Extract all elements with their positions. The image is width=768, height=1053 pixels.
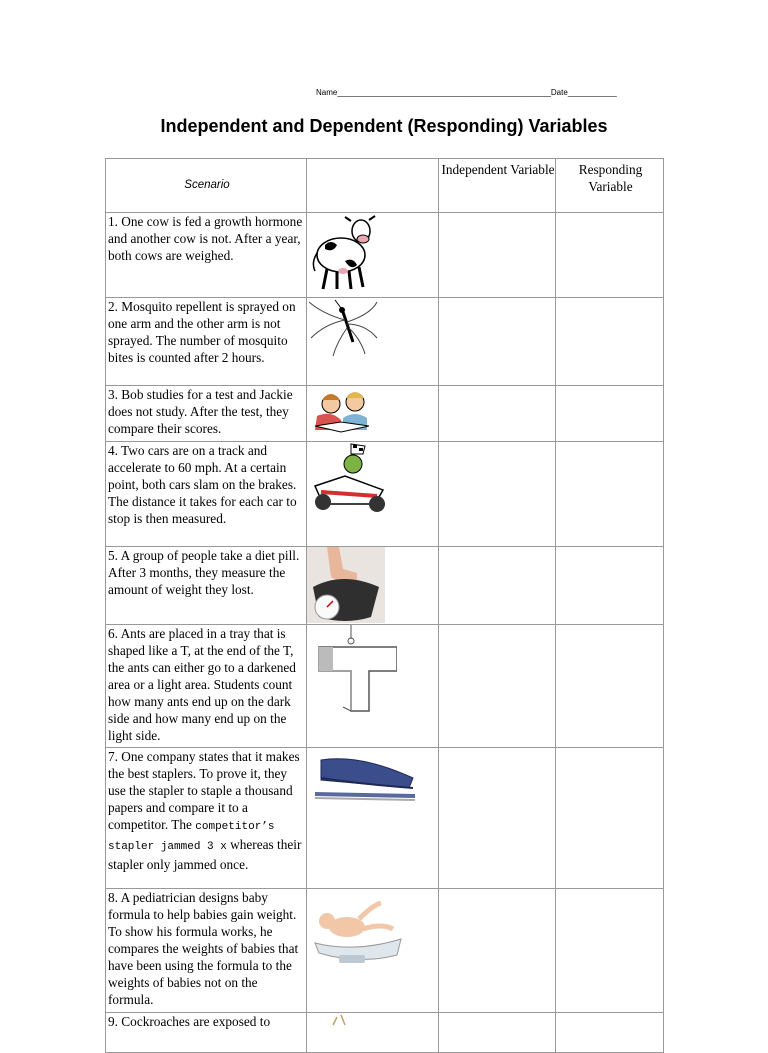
- cow-icon: [307, 213, 439, 298]
- name-date-line: [316, 88, 617, 97]
- independent-variable-cell[interactable]: [439, 625, 556, 748]
- scenario-text-part: 7. One company states that it makes the best staplers. To prove it, they use the stapler to staple a thousand papers and compare it to a competitor. The: [108, 749, 300, 832]
- name-blank[interactable]: ________________________________________________: [337, 88, 551, 97]
- independent-variable-cell[interactable]: [439, 213, 556, 298]
- table-row: [106, 547, 664, 625]
- scenario-text: 8. A pediatrician designs baby formula to help babies gain weight. To show his formula works, he compares the weights of babies that have been using the formula to the weights of babies not on the formula.: [106, 889, 307, 1013]
- students-icon: [307, 386, 439, 442]
- responding-variable-cell[interactable]: [556, 442, 664, 547]
- scenario-text-mono: competitor’s stapler jammed 3 x: [108, 821, 275, 853]
- scenario-text: 6. Ants are placed in a tray that is shaped like a T, at the end of the T, the ants can either go to a darkened area or a light area. Students count how many ants end up on the dark side and how many end up on the light side.: [106, 625, 307, 748]
- mosquito-icon: [307, 298, 439, 386]
- table-row: [106, 442, 664, 547]
- scale-icon: [307, 547, 439, 625]
- responding-variable-cell[interactable]: [556, 625, 664, 748]
- scenario-text: 9. Cockroaches are exposed to: [106, 1013, 307, 1053]
- scenario-text-part: whereas their stapler only jammed once.: [108, 837, 302, 872]
- responding-variable-header: Responding Variable: [556, 159, 664, 213]
- table-row: [106, 1013, 664, 1053]
- table-row: [106, 298, 664, 386]
- responding-variable-cell[interactable]: [556, 889, 664, 1013]
- table-row: [106, 625, 664, 748]
- independent-variable-cell[interactable]: [439, 889, 556, 1013]
- page-title: Independent and Dependent (Responding) Variables: [160, 116, 608, 136]
- responding-variable-cell[interactable]: [556, 386, 664, 442]
- date-label: Date: [550, 88, 568, 97]
- scenario-text: 1. One cow is fed a growth hormone and another cow is not. After a year, both cows are weighed.: [106, 213, 307, 298]
- name-label: Name: [316, 88, 338, 97]
- responding-variable-cell[interactable]: [556, 547, 664, 625]
- scenario-text: 2. Mosquito repellent is sprayed on one arm and the other arm is not sprayed. The number of mosquito bites is counted after 2 hours.: [106, 298, 307, 386]
- independent-variable-header: Independent Variable: [439, 159, 556, 213]
- scenario-text: 3. Bob studies for a test and Jackie does not study. After the test, they compare their scores.: [106, 386, 307, 442]
- table-row: [106, 889, 664, 1013]
- table-header-row: [106, 159, 664, 213]
- stapler-icon: [307, 748, 439, 889]
- scenario-text: 5. A group of people take a diet pill. After 3 months, they measure the amount of weight they lost.: [106, 547, 307, 625]
- independent-variable-cell[interactable]: [439, 298, 556, 386]
- table-row: [106, 386, 664, 442]
- table-row: [106, 213, 664, 298]
- picture-header: [307, 159, 439, 213]
- t-maze-icon: [307, 625, 439, 748]
- scenario-text: [106, 748, 307, 889]
- variables-table: [105, 158, 664, 1053]
- responding-variable-cell[interactable]: [556, 748, 664, 889]
- responding-variable-cell[interactable]: [556, 298, 664, 386]
- responding-variable-cell[interactable]: [556, 213, 664, 298]
- cockroach-icon: [307, 1013, 439, 1053]
- table-row: [106, 748, 664, 889]
- scenario-text: 4. Two cars are on a track and accelerate to 60 mph. At a certain point, both cars slam on the brakes. The distance it takes for each car to stop is then measured.: [106, 442, 307, 547]
- scenario-header: Scenario: [106, 159, 307, 213]
- date-blank[interactable]: ___________: [567, 88, 617, 97]
- independent-variable-cell[interactable]: [439, 1013, 556, 1053]
- independent-variable-cell[interactable]: [439, 442, 556, 547]
- independent-variable-cell[interactable]: [439, 386, 556, 442]
- race-car-icon: [307, 442, 439, 547]
- responding-variable-cell[interactable]: [556, 1013, 664, 1053]
- independent-variable-cell[interactable]: [439, 748, 556, 889]
- independent-variable-cell[interactable]: [439, 547, 556, 625]
- baby-scale-icon: [307, 889, 439, 1013]
